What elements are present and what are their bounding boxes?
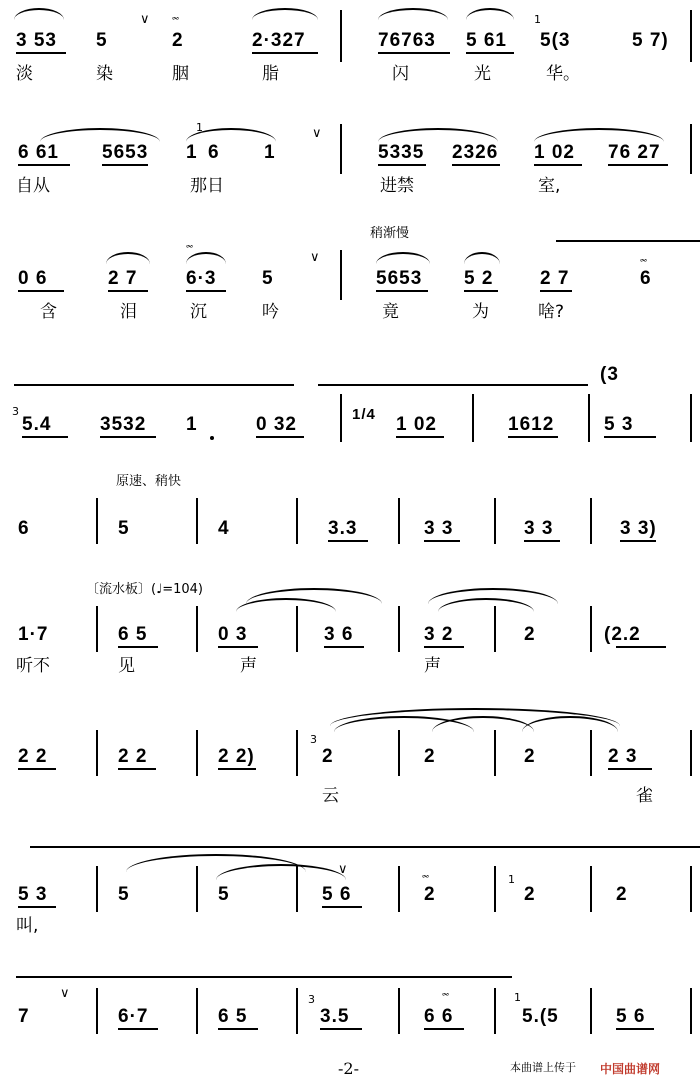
barline bbox=[690, 866, 692, 912]
note-group: 6 61 bbox=[18, 142, 59, 163]
note-group: 5.(5 bbox=[522, 1006, 559, 1027]
note-group: 6 6 bbox=[424, 1006, 454, 1027]
tempo-annotation: 稍渐慢 bbox=[370, 226, 410, 241]
note-group: 76 27 bbox=[608, 142, 661, 163]
barline bbox=[340, 250, 342, 300]
underline bbox=[324, 646, 364, 648]
note-group: 2 bbox=[322, 746, 334, 767]
barline bbox=[398, 498, 400, 544]
lyric: 吟 bbox=[262, 302, 279, 322]
note-group: 1612 bbox=[508, 414, 555, 435]
note-group: 5.4 bbox=[22, 414, 52, 435]
underline bbox=[108, 290, 148, 292]
barline bbox=[690, 988, 692, 1034]
note-group: 2·327 bbox=[252, 30, 306, 51]
note-group: 2 2 bbox=[18, 746, 48, 767]
note-group: 1·7 bbox=[18, 624, 49, 645]
grace-note: 1 bbox=[534, 13, 541, 26]
note-group: 1 02 bbox=[534, 142, 575, 163]
note-group: 3 53 bbox=[16, 30, 57, 51]
underline bbox=[22, 436, 68, 438]
barline bbox=[96, 498, 98, 544]
lyric: 啥? bbox=[538, 302, 565, 322]
extension-line bbox=[16, 976, 512, 978]
note-group: 0 32 bbox=[256, 414, 297, 435]
note-group: 1 02 bbox=[396, 414, 437, 435]
barline bbox=[690, 394, 692, 442]
underline bbox=[424, 540, 460, 542]
lyric: 进禁 bbox=[380, 176, 414, 196]
grace-note: 3 bbox=[12, 405, 19, 418]
note-group: 2 bbox=[172, 30, 184, 51]
barline bbox=[494, 730, 496, 776]
barline bbox=[296, 730, 298, 776]
slur bbox=[378, 128, 498, 142]
extension-line bbox=[30, 846, 700, 848]
note-group: 6·7 bbox=[118, 1006, 149, 1027]
barline bbox=[590, 606, 592, 652]
grace-note: 1 bbox=[508, 873, 515, 886]
note-group: 6·3 bbox=[186, 268, 217, 289]
note-group: 76763 bbox=[378, 30, 436, 51]
note-group: 5 bbox=[118, 518, 130, 539]
note-group: 5 bbox=[118, 884, 130, 905]
lyric: 雀 bbox=[636, 786, 653, 806]
barline bbox=[96, 988, 98, 1034]
slur bbox=[14, 8, 64, 20]
barline bbox=[296, 498, 298, 544]
note-group: 2 bbox=[424, 884, 436, 905]
note-group: 2326 bbox=[452, 142, 499, 163]
underline bbox=[378, 164, 426, 166]
underline bbox=[540, 290, 572, 292]
slur bbox=[40, 128, 160, 142]
underline bbox=[376, 290, 428, 292]
underline bbox=[616, 1028, 654, 1030]
lyric: 淡 bbox=[16, 64, 33, 84]
barline bbox=[196, 606, 198, 652]
note-group: 5 6 bbox=[322, 884, 352, 905]
underline bbox=[186, 290, 226, 292]
note-group: 2 3 bbox=[608, 746, 638, 767]
slur bbox=[464, 252, 500, 264]
ornament-mark: 𝆗 bbox=[186, 238, 194, 253]
underline bbox=[524, 540, 560, 542]
dot-mark bbox=[210, 436, 214, 440]
lyric: 叫, bbox=[16, 916, 39, 936]
barline bbox=[494, 866, 496, 912]
note-group: 2 bbox=[524, 746, 536, 767]
underline bbox=[16, 52, 66, 54]
note-group: 7 bbox=[18, 1006, 30, 1027]
barline bbox=[96, 730, 98, 776]
note-group: 5 2 bbox=[464, 268, 494, 289]
note-group: 2 bbox=[424, 746, 436, 767]
note-group: 3.3 bbox=[328, 518, 358, 539]
barline bbox=[96, 866, 98, 912]
note-group: 1 bbox=[186, 414, 198, 435]
underline bbox=[256, 436, 304, 438]
barline bbox=[340, 124, 342, 174]
barline bbox=[196, 730, 198, 776]
barline bbox=[296, 988, 298, 1034]
barline bbox=[494, 498, 496, 544]
note-group: 1 bbox=[186, 142, 198, 163]
underline bbox=[378, 52, 450, 54]
lyric: 见 bbox=[118, 656, 135, 676]
note-group: 3532 bbox=[100, 414, 147, 435]
underline bbox=[118, 768, 156, 770]
lyric: 听不 bbox=[16, 656, 50, 676]
slur bbox=[378, 8, 448, 20]
ornament-mark: 𝆗 bbox=[640, 252, 648, 267]
underline bbox=[218, 1028, 258, 1030]
note-group: 5 bbox=[218, 884, 230, 905]
underline bbox=[18, 164, 70, 166]
underline bbox=[322, 906, 362, 908]
lyric: 胭 bbox=[172, 64, 189, 84]
barline bbox=[398, 988, 400, 1034]
extension-line bbox=[14, 384, 294, 386]
barline bbox=[690, 730, 692, 776]
note-group: 4 bbox=[218, 518, 230, 539]
note-group: 2 2) bbox=[218, 746, 255, 767]
lyric: 闪 bbox=[392, 64, 409, 84]
note-group: (2.2 bbox=[604, 624, 641, 645]
tempo-annotation: 原速、稍快 bbox=[116, 474, 182, 489]
extension-line bbox=[318, 384, 588, 386]
note-group: 2 bbox=[524, 884, 536, 905]
underline bbox=[218, 646, 258, 648]
page-number: -2- bbox=[338, 1059, 359, 1078]
note-group: 3 6 bbox=[324, 624, 354, 645]
barline bbox=[196, 866, 198, 912]
note-group: 3 3 bbox=[524, 518, 554, 539]
breath-mark: ∨ bbox=[60, 986, 70, 1001]
lyric: 声 bbox=[240, 656, 257, 676]
note-group: 0 6 bbox=[18, 268, 48, 289]
lyric: 室, bbox=[538, 176, 561, 196]
note-group: 2 7 bbox=[540, 268, 570, 289]
barline bbox=[398, 730, 400, 776]
note-group: 3 2 bbox=[424, 624, 454, 645]
barline bbox=[590, 730, 592, 776]
site-logo[interactable]: 中国曲谱网 bbox=[600, 1062, 661, 1076]
barline bbox=[588, 394, 590, 442]
time-signature: 1/4 bbox=[352, 406, 376, 423]
ornament-mark: 𝆗 bbox=[172, 10, 180, 25]
lyric: 染 bbox=[96, 64, 113, 84]
lyric: 为 bbox=[472, 302, 489, 322]
barline bbox=[96, 606, 98, 652]
underline bbox=[466, 52, 514, 54]
note-group: 6 bbox=[208, 142, 220, 163]
underline bbox=[452, 164, 500, 166]
note-group: 5335 bbox=[378, 142, 425, 163]
breath-mark: ∨ bbox=[310, 250, 320, 265]
barline bbox=[340, 10, 342, 62]
note-group: 5653 bbox=[102, 142, 149, 163]
note-group: 6 5 bbox=[118, 624, 148, 645]
note-group: 6 5 bbox=[218, 1006, 248, 1027]
note-group: 2 7 bbox=[108, 268, 138, 289]
upload-credit: 本曲谱上传于 bbox=[510, 1061, 576, 1074]
lyric: 声 bbox=[424, 656, 441, 676]
lyric: 沉 bbox=[190, 302, 207, 322]
barline bbox=[590, 498, 592, 544]
note-group: 6 bbox=[18, 518, 30, 539]
underline bbox=[508, 436, 558, 438]
breath-mark: ∨ bbox=[312, 126, 322, 141]
barline bbox=[494, 606, 496, 652]
slur bbox=[534, 128, 664, 142]
barline bbox=[590, 988, 592, 1034]
note-group: 0 3 bbox=[218, 624, 248, 645]
lyric: 竟 bbox=[382, 302, 399, 322]
lyric: 华。 bbox=[546, 64, 580, 84]
underline bbox=[118, 1028, 158, 1030]
note-group: 5 3 bbox=[18, 884, 48, 905]
barline bbox=[494, 988, 496, 1034]
barline bbox=[296, 866, 298, 912]
underline bbox=[464, 290, 498, 292]
underline bbox=[328, 540, 368, 542]
grace-note: 3 bbox=[310, 733, 317, 746]
barline bbox=[472, 394, 474, 442]
underline bbox=[608, 768, 652, 770]
barline bbox=[196, 988, 198, 1034]
slur bbox=[106, 252, 150, 264]
underline bbox=[18, 768, 56, 770]
note-group: 5 bbox=[96, 30, 108, 51]
lyric: 含 bbox=[40, 302, 57, 322]
note-group: 2 bbox=[524, 624, 536, 645]
barline bbox=[690, 10, 692, 62]
lyric: 光 bbox=[474, 64, 491, 84]
note-group: 3 3 bbox=[424, 518, 454, 539]
note-group: (3 bbox=[600, 364, 619, 385]
underline bbox=[396, 436, 444, 438]
underline bbox=[534, 164, 582, 166]
barline bbox=[398, 606, 400, 652]
slur bbox=[252, 8, 318, 20]
underline bbox=[218, 768, 256, 770]
lyric: 脂 bbox=[262, 64, 279, 84]
barline bbox=[296, 606, 298, 652]
barline bbox=[690, 124, 692, 174]
underline bbox=[102, 164, 148, 166]
note-group: 5 6 bbox=[616, 1006, 646, 1027]
barline bbox=[398, 866, 400, 912]
underline bbox=[100, 436, 156, 438]
note-group: 5 61 bbox=[466, 30, 507, 51]
underline bbox=[424, 646, 464, 648]
underline bbox=[604, 436, 656, 438]
breath-mark: ∨ bbox=[338, 862, 348, 877]
extension-line bbox=[556, 240, 700, 242]
lyric: 那日 bbox=[190, 176, 224, 196]
note-group: 5(3 bbox=[540, 30, 571, 51]
underline bbox=[18, 906, 56, 908]
grace-note: 1 bbox=[196, 121, 203, 134]
underline bbox=[252, 52, 318, 54]
slur bbox=[376, 252, 430, 264]
note-group: 3.5 bbox=[320, 1006, 350, 1027]
note-group: 1 bbox=[264, 142, 276, 163]
ornament-mark: 𝆗 bbox=[442, 986, 450, 1001]
underline bbox=[620, 540, 656, 542]
breath-mark: ∨ bbox=[140, 12, 150, 27]
underline bbox=[424, 1028, 464, 1030]
note-group: 5 7) bbox=[632, 30, 669, 51]
underline bbox=[608, 164, 668, 166]
note-group: 3 3) bbox=[620, 518, 657, 539]
note-group: 2 bbox=[616, 884, 628, 905]
underline bbox=[616, 646, 666, 648]
note-group: 2 2 bbox=[118, 746, 148, 767]
slur bbox=[466, 8, 514, 20]
tempo-annotation: 〔流水板〕(♩=104) bbox=[86, 582, 203, 597]
underline bbox=[118, 646, 158, 648]
lyric: 泪 bbox=[120, 302, 137, 322]
barline bbox=[340, 394, 342, 442]
note-group: 5 bbox=[262, 268, 274, 289]
underline bbox=[18, 290, 64, 292]
lyric: 自从 bbox=[16, 176, 50, 196]
barline bbox=[590, 866, 592, 912]
underline bbox=[320, 1028, 362, 1030]
note-group: 5 3 bbox=[604, 414, 634, 435]
barline bbox=[196, 498, 198, 544]
note-group: 5653 bbox=[376, 268, 423, 289]
note-group: 6 bbox=[640, 268, 652, 289]
grace-note: 1 bbox=[514, 991, 521, 1004]
grace-note: 3 bbox=[308, 993, 315, 1006]
lyric: 云 bbox=[322, 786, 339, 806]
ornament-mark: 𝆗 bbox=[422, 868, 430, 883]
